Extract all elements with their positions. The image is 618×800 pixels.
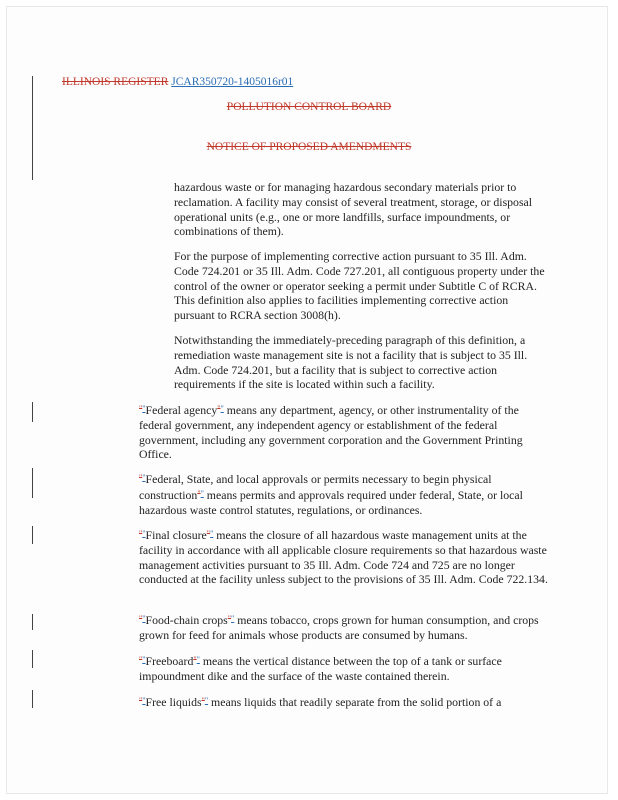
definition-term: Final closure	[145, 528, 207, 542]
change-bar	[32, 468, 33, 498]
quote-inserted: "	[220, 404, 224, 413]
definition-food-chain-crops	[139, 612, 549, 643]
quote-inserted: "	[196, 655, 200, 664]
quote-deleted: "	[139, 529, 143, 538]
quote-deleted: "	[206, 529, 211, 538]
quote-deleted: "	[201, 696, 205, 705]
quote-inserted: "	[142, 473, 146, 482]
quote-deleted: "	[139, 696, 143, 705]
document-id: JCAR350720-1405016r01	[171, 76, 294, 88]
register-title-struck: ILLINOIS REGISTER	[62, 76, 169, 88]
agency-title-struck: POLLUTION CONTROL BOARD	[226, 101, 392, 113]
definition-text: means liquids that readily separate from the solid portion of a	[208, 695, 502, 709]
change-bar	[32, 76, 33, 180]
definition-term: Food-chain crops	[145, 613, 228, 627]
definition-text: means the closure of all hazardous waste management units at the facility in accordance with all applicable closure requirements so that hazardous waste management activities pursuant to 35 Ill. Adm. Code 724 and 725 are no longer conducted at the facility unless subject to the provisions of 35 Ill. Adm. Code 722.134.	[139, 528, 548, 587]
change-bar	[32, 614, 33, 630]
quote-deleted: "	[139, 473, 143, 482]
continued-paragraph: hazardous waste or for managing hazardous secondary materials prior to reclamation. A facility may consist of several treatment, storage, or disposal operational units (e.g., one or more landfills, surface impoundments, or combinations of them).	[174, 180, 533, 239]
definition-text: means any department, agency, or other instrumentality of the federal government, any independent agency or establishment of the federal government, including any government corporation and the Government Printing Office.	[139, 403, 523, 462]
definition-term: Federal, State, and local approvals or permits necessary to begin physical construction	[139, 472, 492, 502]
definition-free-liquids	[139, 694, 549, 710]
quote-deleted: "	[193, 655, 197, 664]
change-bar	[32, 650, 33, 668]
quote-inserted: "	[200, 488, 204, 498]
continued-paragraph: Notwithstanding the immediately-preceding paragraph of this definition, a remediation waste management site is not a facility that is subject to 35 Ill. Adm. Code 724.201, but a facility that is subject to corrective action requirements if the site is located within such a facility.	[174, 333, 528, 392]
definition-federal-state-local-approvals	[139, 471, 549, 517]
change-bar	[32, 690, 33, 708]
notice-title-struck: NOTICE OF PROPOSED AMENDMENTS	[206, 141, 412, 153]
register-header	[62, 76, 293, 88]
definition-text: means permits and approvals required under federal, State, or local hazardous waste control statutes, regulations, or ordinances.	[139, 487, 523, 517]
quote-deleted: "	[227, 614, 232, 623]
continued-paragraph: For the purpose of implementing corrective action pursuant to 35 Ill. Adm. Code 724.201 or 35 Ill. Adm. Code 727.201, all contiguous property under the control of the owner or operator seeking a permit under Subtitle C of RCRA. This definition also applies to facilities implementing corrective action pursuant to RCRA section 3008(h).	[174, 249, 545, 323]
quote-inserted: "	[142, 655, 146, 664]
definition-term: Freeboard	[145, 654, 194, 668]
quote-deleted: "	[139, 614, 143, 623]
definition-text: means the vertical distance between the top of a tank or surface impoundment dike and the surface of the waste contained therein.	[139, 654, 502, 683]
quote-inserted: "	[142, 614, 146, 623]
quote-inserted: "	[142, 696, 146, 705]
quote-deleted: "	[139, 404, 143, 413]
quote-inserted: "	[231, 614, 235, 623]
definition-freeboard	[139, 653, 549, 684]
agency-header	[0, 101, 618, 113]
quote-inserted: "	[204, 696, 209, 705]
change-bar	[32, 402, 33, 422]
definition-final-closure	[139, 527, 549, 587]
notice-header	[0, 141, 618, 153]
quote-deleted: "	[217, 404, 221, 413]
definition-term: Free liquids	[145, 695, 202, 709]
quote-inserted: "	[142, 404, 146, 413]
quote-inserted: "	[142, 529, 146, 538]
change-bar	[32, 526, 33, 544]
definition-term: Federal agency	[145, 403, 218, 417]
definition-text: means tobacco, crops grown for human consumption, and crops grown for feed for animals whose products are consumed by humans.	[139, 613, 539, 642]
definition-federal-agency	[139, 402, 549, 462]
quote-inserted: "	[210, 529, 214, 538]
quote-deleted: "	[197, 488, 201, 498]
quote-deleted: "	[139, 655, 143, 664]
